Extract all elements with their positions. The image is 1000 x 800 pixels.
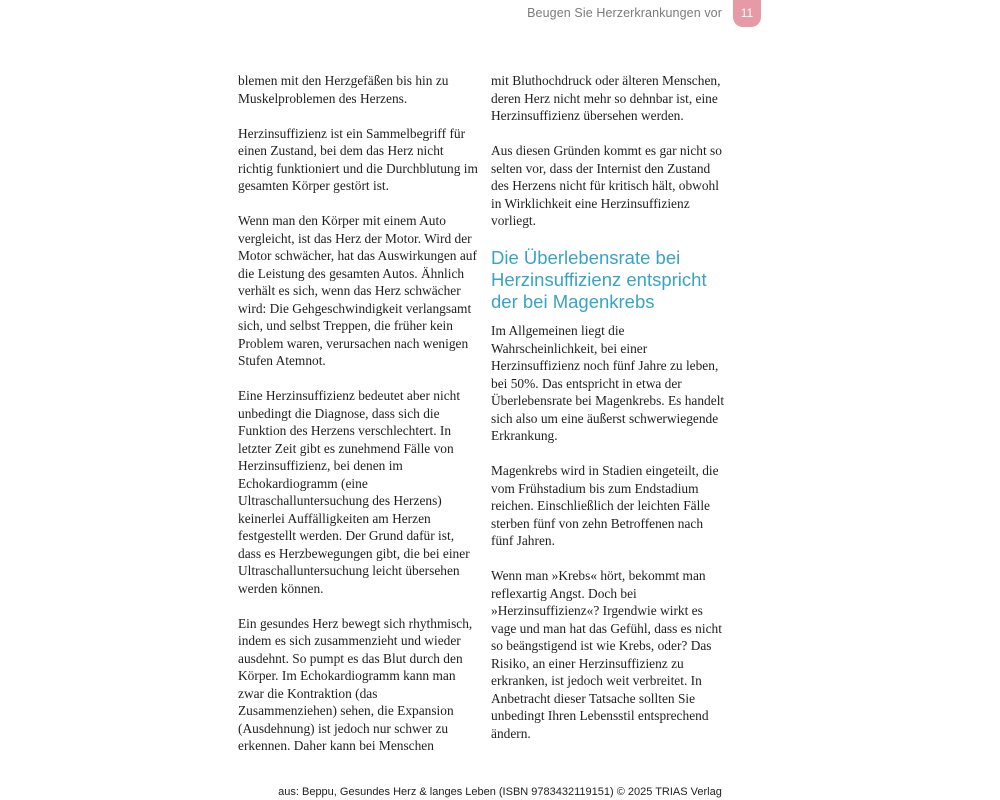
body-paragraph: Ein gesundes Herz bewegt sich rhythmisch, indem es sich zusammenzieht und wieder ausdehnt. So pumpt es das Blut durch den Körper. Im Echokardiogramm kann man zwar die Kontraktion (das Zusammenziehen) sehen, die Expansion (Ausdehnung) ist jedoch nur schwer zu erkennen. Daher kann bei Menschen <box>238 615 473 753</box>
source-footer: aus: Beppu, Gesundes Herz & langes Leben (ISBN 9783432119151) © 2025 TRIAS Verlag <box>278 786 722 798</box>
left-column <box>238 72 478 772</box>
running-title: Beugen Sie Herzerkrankungen vor <box>527 6 722 20</box>
body-paragraph: Magenkrebs wird in Stadien eingeteilt, die vom Frühstadium bis zum Endstadium reichen. Einschließlich der leichten Fälle sterben fünf von zehn Betroffenen nach fünf Jahren. <box>491 463 719 548</box>
section-heading: Die Überlebensrate bei Herzinsuffizienz entspricht der bei Magenkrebs <box>491 247 707 312</box>
right-column <box>491 72 727 760</box>
body-paragraph: Herzinsuffizienz ist ein Sammelbegriff für einen Zustand, bei dem das Herz nicht richtig funktioniert und die Durchblutung im gesamten Körper gestört ist. <box>238 125 478 193</box>
page-number-badge: 11 <box>733 0 761 27</box>
body-paragraph: Wenn man den Körper mit einem Auto vergleicht, ist das Herz der Motor. Wird der Motor schwächer, hat das Auswirkungen auf die Leistung des gesamten Autos. Ähnlich verhält es sich, wenn das Herz schwächer wird: Die Gehgeschwindigkeit verlangsamt sich, und selbst Treppen, die früher kein Problem waren, verursachen nach wenigen Stufen Atemnot. <box>238 213 477 368</box>
body-paragraph: Im Allgemeinen liegt die Wahrscheinlichkeit, bei einer Herzinsuffizienz noch fünf Jahre zu leben, bei 50%. Das entspricht in etwa der Überlebensrate bei Magenkrebs. Es handelt sich also um eine äußerst schwerwiegende Erkrankung. <box>491 323 725 443</box>
body-paragraph: Eine Herzinsuffizienz bedeutet aber nicht unbedingt die Diagnose, dass sich die Funktion des Herzens verschlechtert. In letzter Zeit gibt es zunehmend Fälle von Herzinsuffizienz, bei denen im Echokardiogramm (eine Ultraschalluntersuchung des Herzens) keinerlei Auffälligkeiten am Herzen festgestellt werden. Der Grund dafür ist, dass es Herzbewegungen gibt, die bei einer Ultraschalluntersuchung leicht übersehen werden können. <box>238 388 470 596</box>
body-paragraph: mit Bluthochdruck oder älteren Menschen, deren Herz nicht mehr so dehnbar ist, eine Herzinsuffizienz übersehen werden. <box>491 73 721 123</box>
body-paragraph: Wenn man »Krebs« hört, bekommt man reflexartig Angst. Doch bei »Herzinsuffizienz«? Irgendwie wirkt es vage und man hat das Gefühl, dass es nicht so beängstigend ist wie Krebs, oder? Das Risiko, an einer Herzinsuffizienz zu erkranken, ist jedoch weit verbreitet. In Anbetracht dieser Tatsache sollten Sie unbedingt Ihren Lebensstil entsprechend ändern. <box>491 568 722 741</box>
body-paragraph: blemen mit den Herzgefäßen bis hin zu Muskelproblemen des Herzens. <box>238 73 449 106</box>
body-paragraph: Aus diesen Gründen kommt es gar nicht so selten vor, dass der Internist den Zustand des Herzens nicht für kritisch hält, obwohl in Wirklichkeit eine Herzinsuffizienz vorliegt. <box>491 143 722 228</box>
